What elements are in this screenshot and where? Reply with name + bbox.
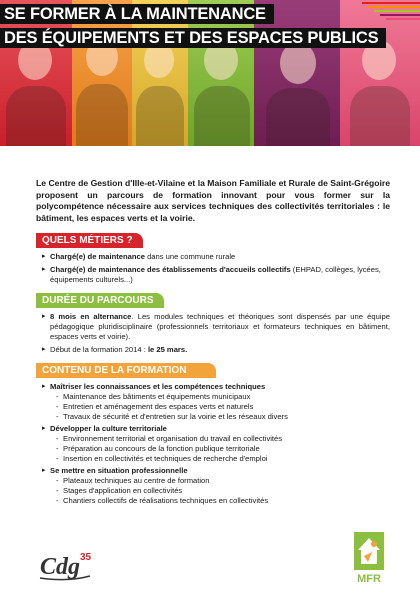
sublist-item: - Préparation au concours de la fonction publique territoriale <box>56 444 390 454</box>
mfr-text: MFR <box>357 573 381 585</box>
list-item: ▸ Développer la culture territoriale - Environnement territorial et organisation du travail en collectivités - Préparation au concours de la fonction publique territoriale - Insertion en collectivités et techniques de recherche d'emploi <box>42 424 390 464</box>
sublist-item: - Maintenance des bâtiments et équipements municipaux <box>56 392 390 402</box>
list-item: ▸ Maîtriser les connaissances et les compétences techniques - Maintenance des bâtiments et équipements municipaux - Entretien et aménagement des espaces verts et naturels - Travaux de sécurité et d'entretien sur la voirie et les réseaux divers <box>42 382 390 422</box>
sublist <box>50 392 390 422</box>
sublist-item: - Plateaux techniques au centre de formation <box>56 476 390 486</box>
intro-paragraph: Le Centre de Gestion d'Ille-et-Vilaine et la Maison Familiale et Rurale de Saint-Grégoire proposent un parcours de formation innovant pour vous former sur la polycompétence nécessaire aux services techniques des collectivités territoriales : le bâtiment, les espaces verts et la voirie. <box>36 178 390 223</box>
cdg-text: Cdg <box>40 554 81 580</box>
mfr-logo <box>352 530 386 591</box>
list-item: ▸ 8 mois en alternance. Les modules techniques et théoriques sont dispensés par une équipe pédagogique pluridisciplinaire (professionnels territoriaux et formateurs techniques en bâtiment, espaces verts et voirie). <box>42 312 390 343</box>
metiers-list <box>36 252 390 285</box>
section-title-contenu: CONTENU DE LA FORMATION <box>36 363 216 378</box>
section-title-metiers: QUELS MÉTIERS ? <box>36 233 143 248</box>
sublist <box>50 434 390 464</box>
list-item: ▸ Chargé(e) de maintenance dans une commune rurale <box>42 252 390 262</box>
sublist-item: - Insertion en collectivités et techniques de recherche d'emploi <box>56 454 390 464</box>
sublist-item: - Stages d'application en collectivités <box>56 486 390 496</box>
duree-list <box>36 312 390 355</box>
list-item: ▸ Début de la formation 2014 : le 25 mars. <box>42 345 390 355</box>
list-item: ▸ Se mettre en situation professionnelle - Plateaux techniques au centre de formation - Stages d'application en collectivités - Chantiers collectifs de réalisations techniques en collectivités <box>42 466 390 506</box>
contenu-list <box>36 382 390 507</box>
sublist-item: - Environnement territorial et organisation du travail en collectivités <box>56 434 390 444</box>
list-item: ▸ Chargé(e) de maintenance des établissements d'accueils collectifs (EHPAD, collèges, lycées, équipements culturels...) <box>42 265 390 285</box>
sublist-item: - Entretien et aménagement des espaces verts et naturels <box>56 402 390 412</box>
section-title-duree: DURÉE DU PARCOURS <box>36 293 164 308</box>
sublist-item: - Chantiers collectifs de réalisations techniques en collectivités <box>56 496 390 506</box>
title-line-1: SE FORMER À LA MAINTENANCE <box>0 4 274 24</box>
cdg35-logo <box>38 548 98 587</box>
header-banner <box>0 0 420 146</box>
sublist-item: - Travaux de sécurité et d'entretien sur la voirie et les réseaux divers <box>56 412 390 422</box>
decorative-stripes <box>360 0 420 24</box>
cdg-number: 35 <box>80 552 92 563</box>
sublist <box>50 476 390 506</box>
main-content <box>36 178 390 508</box>
title-line-2: DES ÉQUIPEMENTS ET DES ESPACES PUBLICS <box>0 28 386 48</box>
